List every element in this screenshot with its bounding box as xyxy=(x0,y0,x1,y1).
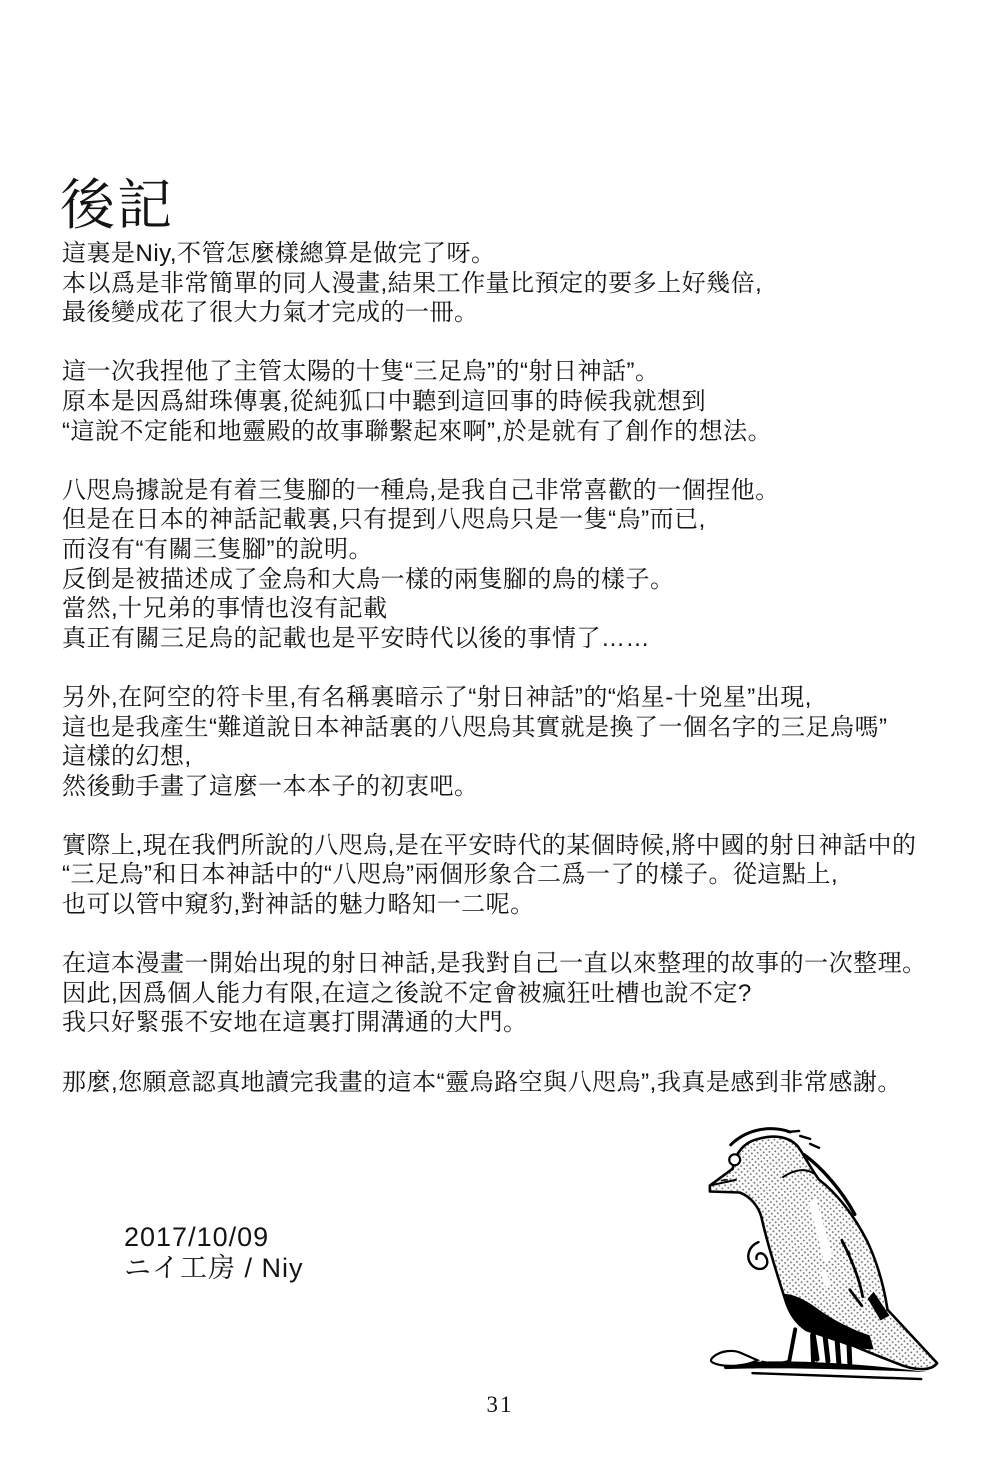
text-line: 最後變成花了很大力氣才完成的一冊。 xyxy=(62,299,479,327)
paragraph xyxy=(62,683,982,801)
text-line: 而沒有“有關三隻腳”的說明。 xyxy=(62,535,373,563)
text-line: 真正有關三足烏的記載也是平安時代以後的事情了…… xyxy=(62,624,650,652)
page-number: 31 xyxy=(486,1392,514,1417)
paragraph xyxy=(62,357,982,446)
crow-illustration-icon xyxy=(693,1123,951,1391)
text-line: 反倒是被描述成了金烏和大鳥一樣的兩隻腳的鳥的樣子。 xyxy=(62,565,675,593)
text-line: 實際上,現在我們所說的八咫烏,是在平安時代的某個時候,將中國的射日神話中的 xyxy=(62,831,917,859)
studio-credit: ニイ工房 / Niy xyxy=(124,1253,304,1283)
text-line: “三足烏”和日本神話中的“八咫烏”兩個形象合二爲一了的樣子。從這點上, xyxy=(62,861,839,889)
paragraph xyxy=(62,831,982,920)
text-line: 在這本漫畫一開始出現的射日神話,是我對自己一直以來整理的故事的一次整理。 xyxy=(62,950,927,978)
text-line: 這一次我捏他了主管太陽的十隻“三足烏”的“射日神話”。 xyxy=(62,358,660,386)
text-line: 這樣的幻想, xyxy=(62,743,192,771)
text-line: 另外,在阿空的符卡里,有名稱裏暗示了“射日神話”的“焰星-十兇星”出現, xyxy=(62,683,812,711)
publish-date: 2017/10/09 xyxy=(124,1222,270,1252)
text-line: 原本是因爲紺珠傳裏,從純狐口中聽到這回事的時候我就想到 xyxy=(62,387,707,415)
text-line: 這也是我產生“難道說日本神話裏的八咫烏其實就是換了一個名字的三足烏嗎” xyxy=(62,713,888,741)
text-line: 那麼,您願意認真地讀完我畫的這本“靈烏路空與八咫烏”,我真是感到非常感謝。 xyxy=(62,1068,902,1096)
signature-block xyxy=(124,1222,304,1284)
text-line: “這說不定能和地靈殿的故事聯繫起來啊”,於是就有了創作的想法。 xyxy=(62,417,773,445)
text-line: 當然,十兄弟的事情也沒有記載 xyxy=(62,595,388,623)
text-line: 八咫烏據說是有着三隻腳的一種烏,是我自己非常喜歡的一個捏他。 xyxy=(62,476,780,504)
text-line: 我只好緊張不安地在這裏打開溝通的大門。 xyxy=(62,1009,528,1037)
paragraph xyxy=(62,239,982,328)
page-title: 後記 xyxy=(60,174,175,236)
text-line: 本以爲是非常簡單的同人漫畫,結果工作量比預定的要多上好幾倍, xyxy=(62,269,763,297)
afterword-body xyxy=(62,239,982,1097)
text-line: 但是在日本的神話記載裏,只有提到八咫烏只是一隻“烏”而已, xyxy=(62,506,706,534)
text-line: 也可以管中窺豹,對神話的魅力略知一二呢。 xyxy=(62,891,535,919)
text-line: 因此,因爲個人能力有限,在這之後說不定會被瘋狂吐槽也說不定? xyxy=(62,979,752,1007)
paragraph xyxy=(62,949,982,1038)
paragraph xyxy=(62,1068,982,1098)
paragraph xyxy=(62,476,982,654)
text-line: 這裏是Niy,不管怎麼樣總算是做完了呀。 xyxy=(62,240,496,267)
text-line: 然後動手畫了這麼一本本子的初衷吧。 xyxy=(62,772,479,800)
